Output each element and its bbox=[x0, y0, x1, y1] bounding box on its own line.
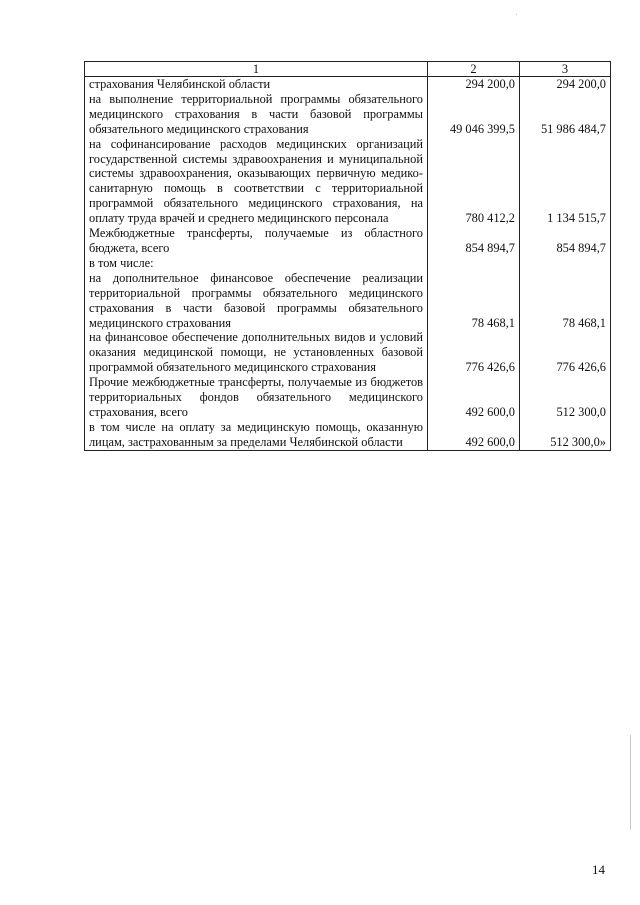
table-row bbox=[85, 226, 611, 256]
row-value-col3: 512 300,0 bbox=[520, 375, 611, 420]
table-row bbox=[85, 330, 611, 375]
row-value-col3: 78 468,1 bbox=[520, 271, 611, 331]
row-description: на выполнение территориальной программы обязательного медицинского страхования в части базовой программы обязательного медицинского страхования bbox=[85, 92, 428, 137]
row-description: Прочие межбюджетные трансферты, получаемые из бюджетов территориальных фондов обязательного медицинского страхования, всего bbox=[85, 375, 428, 420]
row-value-col2: 78 468,1 bbox=[428, 271, 520, 331]
table-row bbox=[85, 420, 611, 450]
row-description: в том числе на оплату за медицинскую помощь, оказанную лицам, застрахованным за пределами Челябинской области bbox=[85, 420, 428, 450]
row-value-col3 bbox=[520, 256, 611, 271]
budget-table bbox=[84, 61, 611, 451]
row-value-col3: 1 134 515,7 bbox=[520, 137, 611, 226]
row-value-col2: 49 046 399,5 bbox=[428, 92, 520, 137]
row-value-col3: 854 894,7 bbox=[520, 226, 611, 256]
row-value-col2: 294 200,0 bbox=[428, 77, 520, 92]
row-value-col2: 492 600,0 bbox=[428, 375, 520, 420]
row-value-col3: 776 426,6 bbox=[520, 330, 611, 375]
table-header bbox=[85, 62, 611, 77]
row-description: на дополнительное финансовое обеспечение реализации территориальной программы обязательного медицинского страхования в части базовой программы обязательного медицинского страхования bbox=[85, 271, 428, 331]
header-col-3: 3 bbox=[520, 62, 611, 77]
row-value-col2: 780 412,2 bbox=[428, 137, 520, 226]
row-value-col2 bbox=[428, 256, 520, 271]
row-value-col3: 294 200,0 bbox=[520, 77, 611, 92]
header-row bbox=[85, 62, 611, 77]
table-row bbox=[85, 271, 611, 331]
table-row bbox=[85, 137, 611, 226]
row-description: на финансовое обеспечение дополнительных видов и условий оказания медицинской помощи, не установленных базовой программой обязательного медицинского страхования bbox=[85, 330, 428, 375]
row-description: на софинансирование расходов медицинских организаций государственной системы здравоохранения и муниципальной системы здравоохранения, оказывающих первичную медико-санитарную помощь в соответствии с территориальной программой обязательного медицинского страхования, на оплату труда врачей и среднего медицинского персонала bbox=[85, 137, 428, 226]
row-description: Межбюджетные трансферты, получаемые из областного бюджета, всего bbox=[85, 226, 428, 256]
scan-dot-mark bbox=[516, 14, 517, 15]
header-col-2: 2 bbox=[428, 62, 520, 77]
row-value-col2: 854 894,7 bbox=[428, 226, 520, 256]
page-number: 14 bbox=[592, 862, 605, 877]
table-row bbox=[85, 92, 611, 137]
row-value-col3: 512 300,0» bbox=[520, 420, 611, 450]
table-body bbox=[85, 77, 611, 451]
table-row bbox=[85, 256, 611, 271]
row-description: страхования Челябинской области bbox=[85, 77, 428, 92]
row-value-col3: 51 986 484,7 bbox=[520, 92, 611, 137]
row-description: в том числе: bbox=[85, 256, 428, 271]
header-col-1: 1 bbox=[85, 62, 428, 77]
row-value-col2: 776 426,6 bbox=[428, 330, 520, 375]
table-row bbox=[85, 375, 611, 420]
table-row bbox=[85, 77, 611, 92]
scan-edge-mark bbox=[630, 735, 631, 830]
row-value-col2: 492 600,0 bbox=[428, 420, 520, 450]
